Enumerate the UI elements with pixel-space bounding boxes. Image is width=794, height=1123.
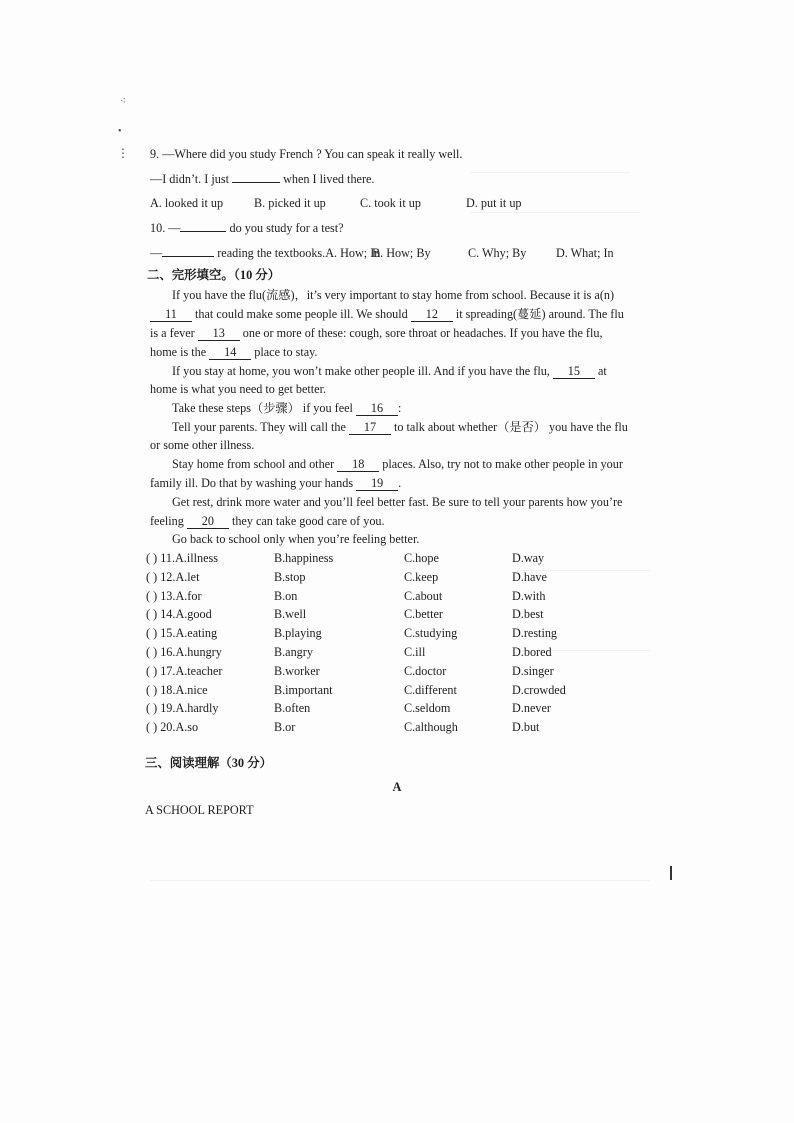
passage-p4-line2: or some other illness. xyxy=(150,438,255,452)
blank-12[interactable]: 12 xyxy=(411,307,453,322)
passage-text: it spreading(蔓延) around. The flu xyxy=(455,307,624,321)
choice-number-option-a[interactable]: ( ) 11.A.illness xyxy=(146,551,218,565)
q10-prompt-end: do you study for a test? xyxy=(229,221,344,235)
q10-blank-2[interactable] xyxy=(162,256,214,257)
choice-option-d: D.have xyxy=(512,569,547,584)
choice-option-c: C.hope xyxy=(404,551,439,565)
choice-option-d: D.but xyxy=(512,720,540,735)
passage-text: If you stay at home, you won’t make other people ill. And if you have the flu, xyxy=(172,364,550,378)
blank-11[interactable]: 11 xyxy=(150,307,192,322)
choice-option-d: D.way xyxy=(512,551,545,565)
choice-option-c: C.better xyxy=(404,607,443,622)
margin-dot: ⋮ xyxy=(117,146,129,160)
passage-text: to talk about whether（是否） you have the flu xyxy=(394,420,628,434)
choice-option-b: B.stop xyxy=(274,569,306,584)
section-3-heading: 三、阅读理解（30 分） xyxy=(145,756,273,770)
choice-option-c: C.about xyxy=(404,588,443,603)
choice-option-b: B.on xyxy=(274,588,298,603)
q10-reply xyxy=(150,245,380,261)
q9-blank[interactable] xyxy=(232,182,280,183)
passage-text: that could make some people ill. We should xyxy=(195,307,408,321)
passage-text: family ill. Do that by washing your hands xyxy=(150,476,354,490)
passage-text: . xyxy=(398,476,402,490)
choice-number-option-a[interactable]: ( ) 20.A.so xyxy=(146,720,199,735)
reading-part-label: A xyxy=(392,780,402,794)
passage-text: is a fever xyxy=(150,326,195,340)
q10-blank-1[interactable] xyxy=(180,231,226,232)
choice-number-option-a[interactable]: ( ) 19.A.hardly xyxy=(146,701,219,716)
q10-prompt-start: 10. — xyxy=(150,221,181,235)
choice-option-c: C.keep xyxy=(404,569,439,584)
q9-option-c: C. took it up xyxy=(360,196,421,210)
passage-p7: Go back to school only when you’re feeling better. xyxy=(172,532,420,546)
q9-reply-start: —I didn’t. I just xyxy=(150,172,229,186)
report-title: A SCHOOL REPORT xyxy=(145,803,254,817)
choice-option-d: D.singer xyxy=(512,663,554,678)
blank-17[interactable]: 17 xyxy=(349,420,391,435)
q9-option-b: B. picked it up xyxy=(254,196,326,210)
q10-option-c: C. Why; By xyxy=(468,246,527,260)
choice-option-b: B.happiness xyxy=(274,551,334,565)
choice-option-b: B.angry xyxy=(274,645,313,659)
passage-p6-line2 xyxy=(150,513,385,529)
choice-option-b: B.or xyxy=(274,720,296,735)
passage-p1-line2 xyxy=(150,306,624,322)
blank-18[interactable]: 18 xyxy=(337,457,379,472)
passage-p1-line3 xyxy=(150,325,603,341)
passage-p2-line1 xyxy=(172,363,607,379)
choice-option-d: D.never xyxy=(512,701,551,716)
passage-text: they can take good care of you. xyxy=(231,514,385,528)
passage-text: Tell your parents. They will call the xyxy=(172,420,346,434)
choice-option-d: D.bored xyxy=(512,645,552,659)
choice-option-d: D.crowded xyxy=(512,682,566,697)
q9-reply-end: when I lived there. xyxy=(283,172,375,186)
show-through-line xyxy=(150,880,650,881)
q10-reply-start: — xyxy=(150,246,163,260)
passage-text: : xyxy=(397,401,402,415)
blank-20[interactable]: 20 xyxy=(187,514,229,529)
choice-number-option-a[interactable]: ( ) 15.A.eating xyxy=(146,626,218,641)
choice-option-d: D.resting xyxy=(512,626,558,641)
margin-dot: • xyxy=(118,126,122,137)
choice-option-c: C.seldom xyxy=(404,701,451,716)
show-through-line xyxy=(470,212,640,213)
passage-text: places. Also, try not to make other people in your xyxy=(382,457,623,471)
passage-p3 xyxy=(172,400,401,416)
choice-option-b: B.well xyxy=(274,607,307,622)
q9-prompt: 9. —Where did you study French ? You can speak it really well. xyxy=(150,147,463,161)
passage-p5-line1 xyxy=(172,456,623,472)
q9-option-a: A. looked it up xyxy=(150,196,224,210)
passage-text: place to stay. xyxy=(254,345,318,359)
choice-number-option-a[interactable]: ( ) 12.A.let xyxy=(146,569,200,584)
choice-number-option-a[interactable]: ( ) 16.A.hungry xyxy=(146,645,222,659)
section-2-heading: 二、完形填空。（10 分） xyxy=(147,268,281,282)
q10-option-b: B. How; By xyxy=(372,246,431,260)
blank-16[interactable]: 16 xyxy=(356,401,398,416)
passage-text: home is the xyxy=(150,345,207,359)
choice-option-b: B.important xyxy=(274,682,333,697)
choice-option-c: C.doctor xyxy=(404,663,447,678)
choice-option-c: C.although xyxy=(404,720,458,735)
choice-number-option-a[interactable]: ( ) 14.A.good xyxy=(146,607,212,622)
margin-dot: ⁖ xyxy=(120,96,126,107)
choice-number-option-a[interactable]: ( ) 18.A.nice xyxy=(146,682,208,697)
blank-13[interactable]: 13 xyxy=(198,326,240,341)
passage-text: feeling xyxy=(150,514,184,528)
q10-option-d: D. What; In xyxy=(556,246,614,260)
choice-option-b: B.playing xyxy=(274,626,322,641)
choice-number-option-a[interactable]: ( ) 17.A.teacher xyxy=(146,663,223,678)
choice-option-c: C.different xyxy=(404,682,457,697)
passage-p2-line2: home is what you need to get better. xyxy=(150,382,326,396)
q10-reply-end: reading the textbooks.A. How; In xyxy=(217,246,381,260)
choice-option-d: D.with xyxy=(512,588,546,603)
show-through-line xyxy=(470,172,630,173)
blank-14[interactable]: 14 xyxy=(209,345,251,360)
q10-prompt xyxy=(150,220,344,236)
passage-p5-line2 xyxy=(150,475,401,491)
passage-p1-line1: If you have the flu(流感)，it’s very important to stay home from school. Because it is a(n) xyxy=(172,288,615,302)
choice-option-b: B.worker xyxy=(274,663,320,678)
passage-text: at xyxy=(597,364,607,378)
blank-15[interactable]: 15 xyxy=(553,364,595,379)
choice-option-d: D.best xyxy=(512,607,544,622)
passage-text: one or more of these: cough, sore throat or headaches. If you have the flu, xyxy=(242,326,603,340)
passage-text: Stay home from school and other xyxy=(172,457,335,471)
passage-p1-line4 xyxy=(150,344,317,360)
choice-number-option-a[interactable]: ( ) 13.A.for xyxy=(146,588,202,603)
passage-text: Take these steps（步骤） if you feel xyxy=(172,401,353,415)
choice-option-c: C.ill xyxy=(404,645,426,659)
choice-option-c: C.studying xyxy=(404,626,458,641)
edge-mark xyxy=(670,866,672,880)
choice-option-b: B.often xyxy=(274,701,311,716)
passage-p4-line1 xyxy=(172,419,628,435)
q9-option-d: D. put it up xyxy=(466,196,522,210)
passage-p6-line1: Get rest, drink more water and you’ll feel better fast. Be sure to tell your parents how you’re xyxy=(172,495,623,509)
blank-19[interactable]: 19 xyxy=(356,476,398,491)
q9-reply xyxy=(150,171,374,187)
